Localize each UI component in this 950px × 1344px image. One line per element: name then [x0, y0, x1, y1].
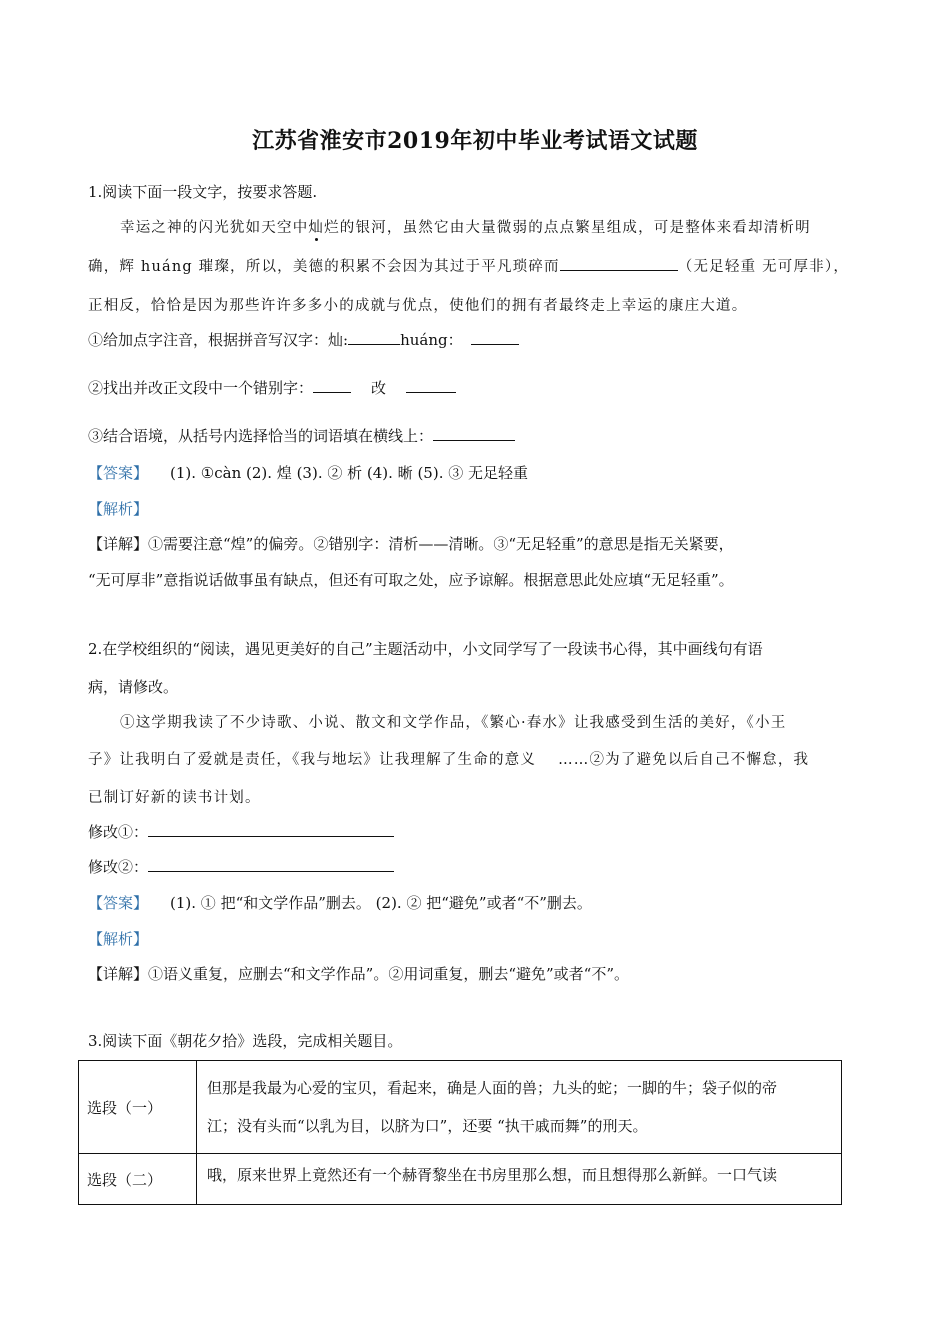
q2-analysis-tag: 【解析】 [88, 930, 149, 948]
q1-detail-line1: 【详解】①需要注意“煌”的偏旁。②错别字：清析——清晰。③“无足轻重”的意思是指无关紧要， [88, 535, 734, 553]
q1-sub3-label: ③结合语境，从括号内选择恰当的词语填在横线上： [88, 427, 434, 445]
q1-prompt: 1.阅读下面一段文字，按要求答题. [88, 183, 318, 201]
q2-prompt-line1: 2.在学校组织的“阅读，遇见更美好的自己”主题活动中，小文同学写了一段读书心得，其中画线句有语 [88, 640, 763, 658]
q2-fix1 [88, 821, 394, 842]
q1-sub1-blank-a[interactable] [348, 330, 400, 345]
q1-passage-line3: 正相反，恰恰是因为那些许许多多小的成就与优点，使他们的拥有者最终走上幸运的康庄大道。 [88, 298, 748, 314]
q3-row2-label: 选段（二） [79, 1154, 197, 1205]
q1-passage-line2 [88, 255, 849, 276]
q1-sub1-label: ①给加点字注音，根据拼音写汉字：灿: [88, 331, 349, 349]
q1-fill-blank[interactable] [560, 256, 678, 271]
q2-fix2 [88, 856, 394, 877]
q2-fix1-blank[interactable] [148, 822, 394, 837]
q2-passage-line1: ①这学期我读了不少诗歌、小说、散文和文学作品，《繁心·春水》让我感受到生活的美好，《小王 [120, 715, 787, 731]
q1-dotted-char: 灿 [308, 220, 325, 236]
q2-fix1-label: 修改①： [88, 823, 149, 841]
q3-row1-line1: 但那是我最为心爱的宝贝，看起来，确是人面的兽；九头的蛇；一脚的牛；袋子似的帝 [207, 1079, 778, 1097]
q1-sub2 [88, 377, 456, 398]
q1-analysis-tag: 【解析】 [88, 500, 149, 518]
q1-answer [88, 462, 528, 483]
q1-sub2-blank-b[interactable] [406, 378, 456, 393]
q2-passage-line3: 已制订好新的读书计划。 [88, 790, 261, 806]
q3-row2-content [197, 1154, 842, 1205]
q1-passage-line1 [120, 216, 811, 237]
q2-detail: 【详解】①语义重复，应删去“和文学作品”。②用词重复，删去“避免”或者“不”。 [88, 965, 630, 983]
q2-fix2-label: 修改②： [88, 858, 149, 876]
q1-detail-line2: “无可厚非”意指说话做事虽有缺点，但还有可取之处，应予谅解。根据意思此处应填“无足轻重”。 [88, 571, 734, 589]
q2-answer-tag: 【答案】 [88, 894, 149, 912]
q1-passage-line2-a: 确，辉 huáng 璀璨，所以，美德的积累不会因为其过于平凡琐碎而 [88, 259, 560, 275]
q3-excerpt-table [78, 1060, 842, 1205]
q2-prompt-line2: 病，请修改。 [88, 678, 179, 696]
q1-passage-line1-a: 幸运之神的闪光犹如天空中 [120, 220, 309, 236]
q1-sub2-label: ②找出并改正文段中一个错别字： [88, 379, 314, 397]
q2-answer-text: (1). ① 把“和文学作品”删去。 (2). ② 把“避免”或者“不”删去。 [170, 894, 592, 912]
q1-sub3-blank[interactable] [433, 426, 515, 441]
q1-sub3 [88, 425, 515, 446]
q1-answer-tag: 【答案】 [88, 464, 149, 482]
q1-sub2-label-b: 改 [371, 379, 387, 397]
table-row [79, 1061, 842, 1154]
table-row [79, 1154, 842, 1205]
q1-passage-line2-b: （无足轻重 无可厚非）， [677, 259, 850, 275]
q3-row2-line1: 哦，原来世界上竟然还有一个赫胥黎坐在书房里那么想，而且想得那么新鲜。一口气读 [207, 1166, 778, 1184]
q1-passage-line1-b: 烂的银河，虽然它由大量微弱的点点繁星组成，可是整体来看却清析明 [324, 220, 811, 236]
q2-passage-line2 [88, 748, 809, 769]
q1-sub1-blank-b[interactable] [471, 330, 519, 345]
q1-sub1-label-b: huáng： [400, 331, 463, 349]
q2-passage-line2-b: ……②为了避免以后自己不懈怠，我 [558, 752, 810, 768]
q2-answer [88, 892, 592, 913]
q1-answer-text: (1). ①càn (2). 煌 (3). ② 析 (4). 晰 (5). ③ 无足轻重 [170, 464, 528, 482]
q3-row1-label: 选段（一） [79, 1061, 197, 1154]
exam-title: 江苏省淮安市2019年初中毕业考试语文试题 [252, 128, 698, 154]
q3-row1-content [197, 1061, 842, 1154]
q2-fix2-blank[interactable] [148, 857, 394, 872]
q1-sub2-blank-a[interactable] [313, 378, 351, 393]
q3-prompt: 3.阅读下面《朝花夕拾》选段，完成相关题目。 [88, 1032, 403, 1050]
q2-passage-line2-a: 子》让我明白了爱就是责任，《我与地坛》让我理解了生命的意义 [88, 752, 537, 768]
q1-sub1 [88, 329, 519, 350]
q3-row1-line2: 江；没有头而“以乳为目，以脐为口”，还要 “执干戚而舞”的刑天。 [207, 1117, 648, 1135]
